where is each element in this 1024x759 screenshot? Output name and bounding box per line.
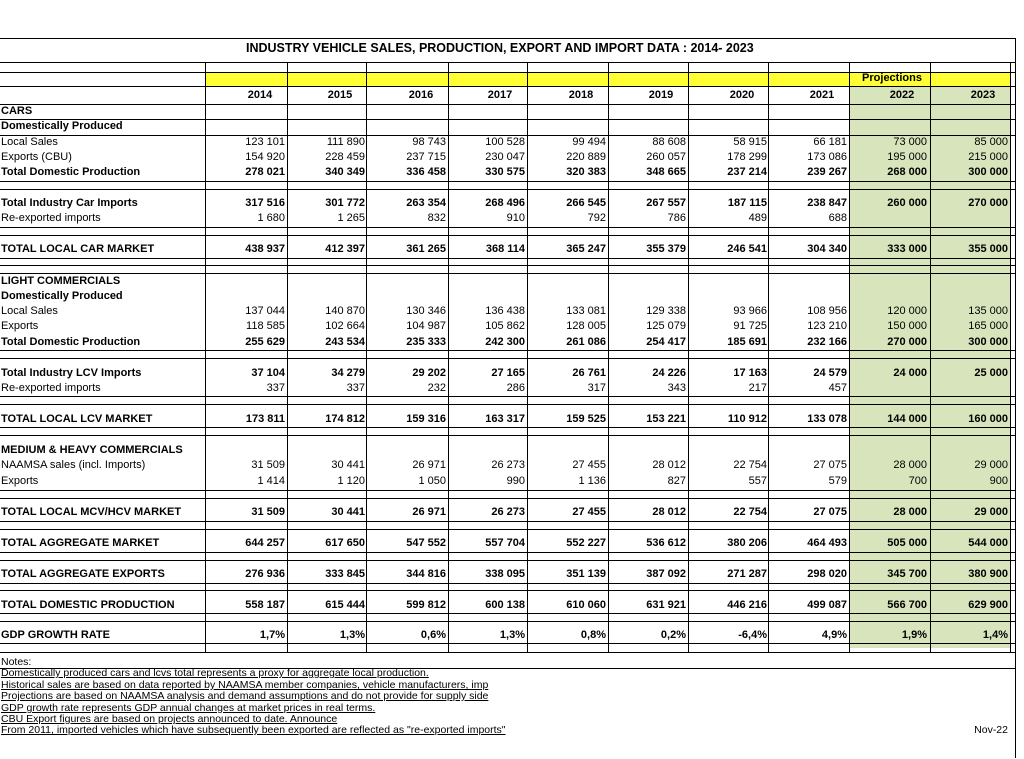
value-cell: 268 496 xyxy=(485,197,525,209)
year-header: 2016 xyxy=(408,89,434,101)
grid-row-line xyxy=(0,560,1015,561)
value-cell: 26 761 xyxy=(572,367,606,379)
row-label: MEDIUM & HEAVY COMMERCIALS xyxy=(1,444,183,456)
value-cell: 235 333 xyxy=(406,336,446,348)
grid-row-line xyxy=(0,227,1015,228)
grid-row-line xyxy=(0,396,1015,397)
row-label: Re-exported imports xyxy=(1,212,101,224)
value-cell: 438 937 xyxy=(245,243,285,255)
grid-row-line xyxy=(0,404,1015,405)
value-cell: 28 012 xyxy=(652,506,686,518)
value-cell: -6,4% xyxy=(738,629,767,641)
value-cell: 268 000 xyxy=(887,166,927,178)
value-cell: 1,9% xyxy=(901,629,927,641)
value-cell: 1,7% xyxy=(259,629,285,641)
value-cell: 505 000 xyxy=(887,537,927,549)
value-cell: 1,4% xyxy=(982,629,1008,641)
value-cell: 26 273 xyxy=(491,459,525,471)
grid-row-line xyxy=(0,427,1015,428)
year-header: 2022 xyxy=(889,89,915,101)
value-cell: 85 000 xyxy=(974,136,1008,148)
value-cell: 130 346 xyxy=(406,305,446,317)
value-cell: 317 516 xyxy=(245,197,285,209)
value-cell: 351 139 xyxy=(566,568,606,580)
value-cell: 27 075 xyxy=(813,506,847,518)
value-cell: 232 166 xyxy=(807,336,847,348)
value-cell: 154 920 xyxy=(245,151,285,163)
notes-heading: Notes: xyxy=(1,657,32,668)
value-cell: 136 438 xyxy=(485,305,525,317)
value-cell: 123 210 xyxy=(807,320,847,332)
value-cell: 24 000 xyxy=(893,367,927,379)
row-label: GDP GROWTH RATE xyxy=(1,629,110,641)
grid-row-line xyxy=(0,490,1015,491)
note-line: Historical sales are based on data reported by NAAMSA member companies, vehicle manufacturers, imp xyxy=(1,680,489,691)
note-line: CBU Export figures are based on projects announced to date. Announce xyxy=(1,714,338,725)
value-cell: 230 047 xyxy=(485,151,525,163)
value-cell: 110 912 xyxy=(727,413,767,425)
value-cell: 102 664 xyxy=(325,320,365,332)
value-cell: 160 000 xyxy=(968,413,1008,425)
value-cell: 31 509 xyxy=(251,459,285,471)
value-cell: 105 862 xyxy=(485,320,525,332)
value-cell: 333 000 xyxy=(887,243,927,255)
value-cell: 27 455 xyxy=(572,506,606,518)
value-cell: 600 138 xyxy=(485,599,525,611)
value-cell: 270 000 xyxy=(968,197,1008,209)
value-cell: 786 xyxy=(667,212,686,224)
value-cell: 137 044 xyxy=(245,305,285,317)
year-header: 2017 xyxy=(487,89,513,101)
grid-row-line xyxy=(0,258,1015,259)
value-cell: 28 000 xyxy=(893,506,927,518)
value-cell: 34 279 xyxy=(331,367,365,379)
value-cell: 128 005 xyxy=(566,320,606,332)
value-cell: 159 525 xyxy=(566,413,606,425)
row-label: Total Industry LCV Imports xyxy=(1,367,142,379)
value-cell: 1 680 xyxy=(257,212,285,224)
grid-row-line xyxy=(0,265,1015,266)
value-cell: 159 316 xyxy=(406,413,446,425)
value-cell: 150 000 xyxy=(887,320,927,332)
value-cell: 333 845 xyxy=(325,568,365,580)
value-cell: 1,3% xyxy=(499,629,525,641)
year-header: 2015 xyxy=(327,89,353,101)
grid-column-line xyxy=(366,62,367,652)
value-cell: 0,6% xyxy=(420,629,446,641)
row-label: Exports (CBU) xyxy=(1,151,72,163)
value-cell: 120 000 xyxy=(887,305,927,317)
value-cell: 579 xyxy=(828,475,847,487)
value-cell: 237 214 xyxy=(727,166,767,178)
grid-column-line xyxy=(527,62,528,652)
value-cell: 900 xyxy=(989,475,1008,487)
value-cell: 178 299 xyxy=(727,151,767,163)
grid-row-line xyxy=(0,552,1015,553)
value-cell: 304 340 xyxy=(807,243,847,255)
grid-row-line xyxy=(0,613,1015,614)
grid-row-line xyxy=(0,621,1015,622)
value-cell: 173 811 xyxy=(245,413,285,425)
row-label: NAAMSA sales (incl. Imports) xyxy=(1,459,146,471)
value-cell: 599 812 xyxy=(406,599,446,611)
value-cell: 1 136 xyxy=(578,475,606,487)
value-cell: 133 078 xyxy=(807,413,847,425)
value-cell: 260 000 xyxy=(887,197,927,209)
grid-column-line xyxy=(688,62,689,652)
value-cell: 700 xyxy=(908,475,927,487)
value-cell: 24 226 xyxy=(652,367,686,379)
row-label: Total Industry Car Imports xyxy=(1,197,138,209)
grid-column-line xyxy=(448,62,449,652)
grid-column-line xyxy=(930,62,931,652)
value-cell: 827 xyxy=(667,475,686,487)
value-cell: 165 000 xyxy=(968,320,1008,332)
row-label: LIGHT COMMERCIALS xyxy=(1,275,121,287)
row-label: CARS xyxy=(1,105,33,117)
value-cell: 338 095 xyxy=(485,568,525,580)
value-cell: 22 754 xyxy=(733,459,767,471)
value-cell: 37 104 xyxy=(251,367,285,379)
value-cell: 355 000 xyxy=(968,243,1008,255)
note-line: From 2011, imported vehicles which have subsequently been exported are reflected as "re-exported imports" xyxy=(1,725,506,736)
value-cell: 278 021 xyxy=(245,166,285,178)
value-cell: 238 847 xyxy=(807,197,847,209)
value-cell: 118 585 xyxy=(246,320,285,332)
value-cell: 365 247 xyxy=(566,243,606,255)
year-header: 2018 xyxy=(568,89,594,101)
value-cell: 99 494 xyxy=(572,136,606,148)
value-cell: 174 812 xyxy=(325,413,365,425)
row-label: TOTAL AGGREGATE MARKET xyxy=(1,537,160,549)
value-cell: 254 417 xyxy=(646,336,686,348)
value-cell: 25 000 xyxy=(974,367,1008,379)
value-cell: 0,2% xyxy=(660,629,686,641)
value-cell: 242 300 xyxy=(485,336,525,348)
row-label: Domestically Produced xyxy=(1,120,123,132)
value-cell: 29 202 xyxy=(412,367,446,379)
value-cell: 28 000 xyxy=(893,459,927,471)
grid-row-line xyxy=(0,86,1015,87)
value-cell: 320 383 xyxy=(566,166,606,178)
value-cell: 30 441 xyxy=(331,459,365,471)
value-cell: 144 000 xyxy=(887,413,927,425)
value-cell: 1 050 xyxy=(418,475,446,487)
value-cell: 31 509 xyxy=(251,506,285,518)
value-cell: 629 900 xyxy=(968,599,1008,611)
grid-column-line xyxy=(768,62,769,652)
value-cell: 98 743 xyxy=(412,136,446,148)
value-cell: 267 557 xyxy=(646,197,686,209)
value-cell: 617 650 xyxy=(325,537,365,549)
value-cell: 135 000 xyxy=(968,305,1008,317)
value-cell: 337 xyxy=(346,382,365,394)
value-cell: 237 715 xyxy=(406,151,446,163)
value-cell: 499 087 xyxy=(807,599,847,611)
value-cell: 215 000 xyxy=(968,151,1008,163)
value-cell: 129 338 xyxy=(646,305,686,317)
year-header: 2019 xyxy=(648,89,674,101)
year-header: 2020 xyxy=(729,89,755,101)
grid-row-line xyxy=(0,72,1015,73)
value-cell: 255 629 xyxy=(245,336,285,348)
value-cell: 217 xyxy=(748,382,767,394)
value-cell: 27 455 xyxy=(572,459,606,471)
note-line: Projections are based on NAAMSA analysis and demand assumptions and do not provide for supply side xyxy=(1,691,489,702)
value-cell: 276 936 xyxy=(245,568,285,580)
value-cell: 261 086 xyxy=(566,336,606,348)
value-cell: 610 060 xyxy=(566,599,606,611)
value-cell: 232 xyxy=(427,382,446,394)
grid-column-line xyxy=(849,62,850,652)
value-cell: 317 xyxy=(587,382,606,394)
value-cell: 615 444 xyxy=(325,599,365,611)
grid-column-line xyxy=(1010,62,1011,652)
grid-row-line xyxy=(0,189,1015,190)
grid-column-line xyxy=(608,62,609,652)
value-cell: 368 114 xyxy=(485,243,525,255)
row-label: Domestically Produced xyxy=(1,290,123,302)
value-cell: 27 165 xyxy=(491,367,525,379)
value-cell: 457 xyxy=(828,382,847,394)
year-header: 2014 xyxy=(247,89,273,101)
grid-row-line xyxy=(0,273,1015,274)
grid-row-line xyxy=(0,350,1015,351)
grid-row-line xyxy=(0,583,1015,584)
value-cell: 29 000 xyxy=(974,506,1008,518)
value-cell: 100 528 xyxy=(485,136,525,148)
grid-column-line xyxy=(287,62,288,652)
value-cell: 73 000 xyxy=(893,136,927,148)
value-cell: 133 081 xyxy=(566,305,606,317)
projections-label: Projections xyxy=(862,72,922,84)
right-border xyxy=(1015,38,1016,758)
value-cell: 544 000 xyxy=(968,537,1008,549)
year-header: 2021 xyxy=(809,89,835,101)
value-cell: 566 700 xyxy=(887,599,927,611)
value-cell: 910 xyxy=(506,212,525,224)
value-cell: 88 608 xyxy=(652,136,686,148)
date-stamp: Nov-22 xyxy=(974,724,1008,736)
value-cell: 0,8% xyxy=(580,629,606,641)
value-cell: 140 870 xyxy=(325,305,365,317)
value-cell: 29 000 xyxy=(974,459,1008,471)
value-cell: 1,3% xyxy=(339,629,365,641)
value-cell: 337 xyxy=(266,382,285,394)
value-cell: 336 458 xyxy=(406,166,446,178)
value-cell: 380 206 xyxy=(727,537,767,549)
value-cell: 557 704 xyxy=(485,537,525,549)
value-cell: 792 xyxy=(587,212,606,224)
row-label: Total Domestic Production xyxy=(1,336,141,348)
value-cell: 557 xyxy=(748,475,767,487)
value-cell: 246 541 xyxy=(727,243,767,255)
value-cell: 552 227 xyxy=(566,537,606,549)
value-cell: 185 691 xyxy=(727,336,767,348)
value-cell: 173 086 xyxy=(807,151,847,163)
value-cell: 163 317 xyxy=(485,413,525,425)
row-label: Re-exported imports xyxy=(1,382,101,394)
value-cell: 990 xyxy=(506,475,525,487)
value-cell: 301 772 xyxy=(325,197,365,209)
value-cell: 220 889 xyxy=(566,151,606,163)
row-label: Local Sales xyxy=(1,305,58,317)
grid-row-line xyxy=(0,119,1015,120)
value-cell: 547 552 xyxy=(406,537,446,549)
row-label: TOTAL DOMESTIC PRODUCTION xyxy=(1,599,175,611)
value-cell: 446 216 xyxy=(727,599,767,611)
row-label: TOTAL AGGREGATE EXPORTS xyxy=(1,568,165,580)
value-cell: 125 079 xyxy=(646,320,686,332)
value-cell: 22 754 xyxy=(733,506,767,518)
value-cell: 348 665 xyxy=(646,166,686,178)
top-border xyxy=(0,38,1015,39)
value-cell: 195 000 xyxy=(887,151,927,163)
row-label: TOTAL LOCAL LCV MARKET xyxy=(1,413,153,425)
value-cell: 300 000 xyxy=(968,166,1008,178)
value-cell: 266 545 xyxy=(566,197,606,209)
row-label: TOTAL LOCAL CAR MARKET xyxy=(1,243,155,255)
grid-row-line xyxy=(0,643,1015,644)
value-cell: 558 187 xyxy=(245,599,285,611)
value-cell: 271 287 xyxy=(727,568,767,580)
value-cell: 361 265 xyxy=(406,243,446,255)
value-cell: 30 441 xyxy=(331,506,365,518)
value-cell: 387 092 xyxy=(646,568,686,580)
grid-row-line xyxy=(0,62,1015,63)
value-cell: 355 379 xyxy=(646,243,686,255)
value-cell: 228 459 xyxy=(325,151,365,163)
value-cell: 1 120 xyxy=(337,475,365,487)
value-cell: 1 265 xyxy=(337,212,365,224)
value-cell: 93 966 xyxy=(733,305,767,317)
value-cell: 286 xyxy=(506,382,525,394)
value-cell: 239 267 xyxy=(807,166,847,178)
value-cell: 345 700 xyxy=(887,568,927,580)
row-label: Local Sales xyxy=(1,136,58,148)
value-cell: 344 816 xyxy=(406,568,446,580)
row-label: Exports xyxy=(1,320,39,332)
value-cell: 832 xyxy=(427,212,446,224)
value-cell: 17 163 xyxy=(733,367,767,379)
grid-row-line xyxy=(0,435,1015,436)
value-cell: 412 397 xyxy=(325,243,365,255)
value-cell: 28 012 xyxy=(652,459,686,471)
grid-row-line xyxy=(0,521,1015,522)
value-cell: 24 579 xyxy=(813,367,847,379)
grid-row-line xyxy=(0,652,1015,653)
grid-column-line xyxy=(205,62,206,652)
value-cell: 631 921 xyxy=(646,599,686,611)
value-cell: 66 181 xyxy=(813,136,847,148)
grid-row-line xyxy=(0,498,1015,499)
value-cell: 260 057 xyxy=(646,151,686,163)
value-cell: 58 915 xyxy=(733,136,767,148)
value-cell: 263 354 xyxy=(406,197,446,209)
value-cell: 298 020 xyxy=(807,568,847,580)
value-cell: 104 987 xyxy=(406,320,446,332)
value-cell: 123 101 xyxy=(245,136,285,148)
value-cell: 343 xyxy=(667,382,686,394)
value-cell: 26 971 xyxy=(412,506,446,518)
value-cell: 187 115 xyxy=(727,197,767,209)
value-cell: 27 075 xyxy=(813,459,847,471)
value-cell: 270 000 xyxy=(887,336,927,348)
value-cell: 340 349 xyxy=(325,166,365,178)
value-cell: 26 971 xyxy=(412,459,446,471)
value-cell: 380 900 xyxy=(968,568,1008,580)
value-cell: 464 493 xyxy=(807,537,847,549)
note-line: Domestically produced cars and lcvs total represents a proxy for aggregate local production. xyxy=(1,668,429,679)
value-cell: 536 612 xyxy=(646,537,686,549)
note-line: GDP growth rate represents GDP annual changes at market prices in real terms. xyxy=(1,703,376,714)
value-cell: 688 xyxy=(828,212,847,224)
row-label: Exports xyxy=(1,475,39,487)
value-cell: 243 534 xyxy=(325,336,365,348)
value-cell: 4,9% xyxy=(821,629,847,641)
value-cell: 91 725 xyxy=(733,320,767,332)
value-cell: 153 221 xyxy=(646,413,686,425)
value-cell: 644 257 xyxy=(245,537,285,549)
year-header: 2023 xyxy=(970,89,996,101)
grid-row-line xyxy=(0,104,1015,105)
value-cell: 330 575 xyxy=(485,166,525,178)
grid-row-line xyxy=(0,529,1015,530)
grid-row-line xyxy=(0,181,1015,182)
grid-row-line xyxy=(0,590,1015,591)
grid-row-line xyxy=(0,235,1015,236)
row-label: TOTAL LOCAL MCV/HCV MARKET xyxy=(1,506,182,518)
value-cell: 111 890 xyxy=(326,136,365,148)
value-cell: 108 956 xyxy=(807,305,847,317)
table-title: INDUSTRY VEHICLE SALES, PRODUCTION, EXPORT AND IMPORT DATA : 2014- 2023 xyxy=(246,41,754,55)
value-cell: 300 000 xyxy=(968,336,1008,348)
value-cell: 489 xyxy=(748,212,767,224)
grid-row-line xyxy=(0,358,1015,359)
value-cell: 26 273 xyxy=(491,506,525,518)
row-label: Total Domestic Production xyxy=(1,166,141,178)
value-cell: 1 414 xyxy=(257,475,285,487)
